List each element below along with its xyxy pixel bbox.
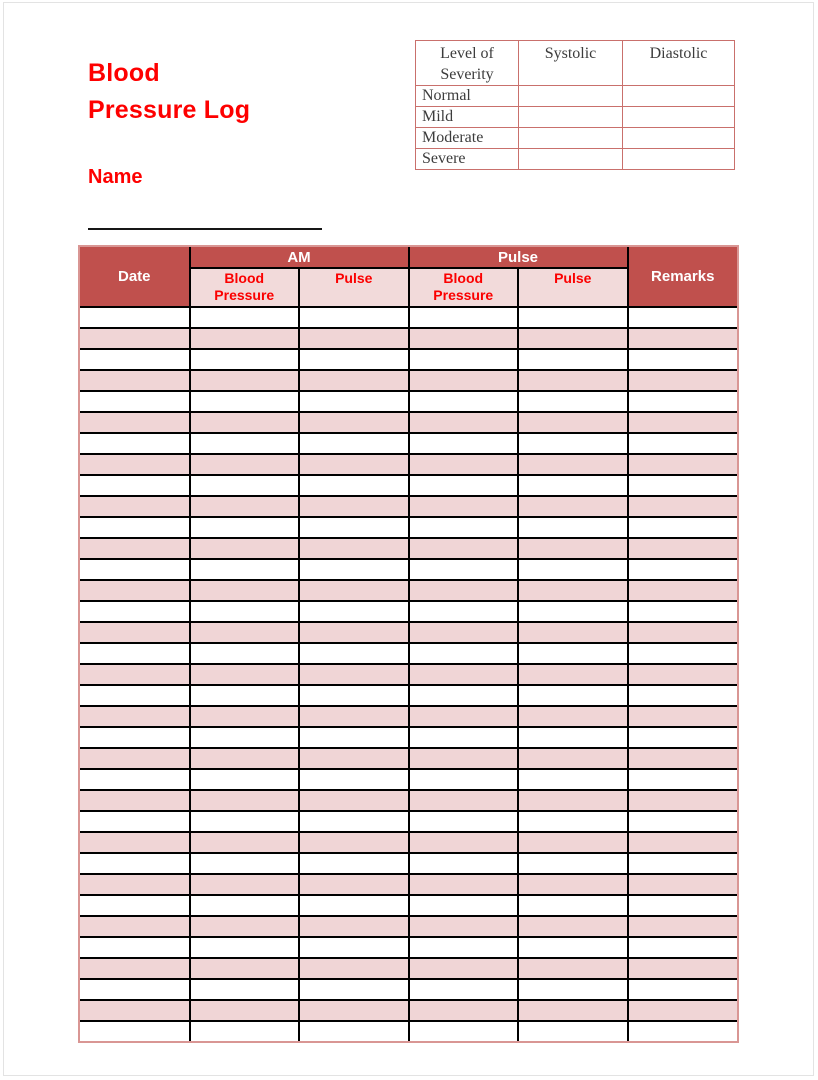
log-cell [409, 433, 519, 454]
log-row [80, 706, 737, 727]
log-cell [628, 622, 738, 643]
log-cell [190, 706, 300, 727]
log-cell [190, 391, 300, 412]
log-cell [628, 643, 738, 664]
log-cell [190, 307, 300, 328]
log-cell [409, 958, 519, 979]
log-cell [80, 979, 190, 1000]
log-cell [628, 706, 738, 727]
log-cell [80, 475, 190, 496]
severity-diastolic-cell [623, 128, 735, 149]
log-cell [299, 349, 409, 370]
log-cell [628, 790, 738, 811]
log-cell [299, 979, 409, 1000]
log-table [80, 247, 737, 1041]
log-cell [299, 622, 409, 643]
log-cell [80, 601, 190, 622]
log-cell [518, 1000, 628, 1021]
name-fill-line [88, 210, 322, 230]
log-cell [409, 454, 519, 475]
log-cell [190, 580, 300, 601]
severity-row-mild [416, 107, 735, 128]
log-cell [409, 790, 519, 811]
log-cell [518, 979, 628, 1000]
page-title-line1: Blood [88, 59, 160, 87]
log-cell [80, 580, 190, 601]
log-cell [409, 328, 519, 349]
log-subheader-pm-pulse [518, 268, 628, 307]
log-cell [80, 937, 190, 958]
log-cell [409, 832, 519, 853]
log-cell [409, 811, 519, 832]
log-row [80, 349, 737, 370]
log-cell [409, 349, 519, 370]
log-row [80, 832, 737, 853]
log-cell [518, 769, 628, 790]
log-cell [409, 748, 519, 769]
log-cell [628, 349, 738, 370]
log-cell [409, 580, 519, 601]
log-cell [299, 832, 409, 853]
log-cell [518, 454, 628, 475]
log-cell [80, 1021, 190, 1041]
log-cell [80, 370, 190, 391]
log-cell [80, 958, 190, 979]
log-cell [409, 1021, 519, 1041]
severity-level-cell: Normal [416, 86, 519, 107]
log-cell [80, 349, 190, 370]
log-cell [409, 496, 519, 517]
log-subheader-am-bp-label: Blood Pressure [214, 270, 275, 303]
log-cell [299, 895, 409, 916]
severity-header-row [416, 41, 735, 86]
log-cell [80, 1000, 190, 1021]
log-row [80, 622, 737, 643]
log-cell [190, 412, 300, 433]
log-row [80, 1021, 737, 1041]
log-cell [190, 370, 300, 391]
log-cell [299, 580, 409, 601]
log-cell [190, 832, 300, 853]
log-cell [299, 727, 409, 748]
log-cell [299, 811, 409, 832]
log-row [80, 433, 737, 454]
severity-header-systolic: Systolic [519, 41, 623, 86]
severity-systolic-cell [519, 149, 623, 170]
log-row [80, 958, 737, 979]
log-cell [299, 538, 409, 559]
log-table-wrapper [78, 245, 739, 1043]
log-cell [299, 601, 409, 622]
log-row [80, 580, 737, 601]
log-header-date: Date [80, 247, 190, 307]
log-row [80, 412, 737, 433]
log-cell [190, 643, 300, 664]
log-row [80, 874, 737, 895]
log-subheader-am-pulse [299, 268, 409, 307]
log-row [80, 517, 737, 538]
log-subheader-am-pulse-label: Pulse [335, 270, 373, 286]
log-row [80, 307, 737, 328]
log-cell [409, 475, 519, 496]
log-cell [518, 895, 628, 916]
log-cell [299, 643, 409, 664]
log-cell [190, 979, 300, 1000]
log-cell [299, 370, 409, 391]
log-cell [80, 454, 190, 475]
log-cell [409, 685, 519, 706]
log-cell [80, 538, 190, 559]
log-cell [518, 832, 628, 853]
log-cell [190, 769, 300, 790]
log-cell [299, 664, 409, 685]
log-cell [518, 391, 628, 412]
log-cell [628, 559, 738, 580]
log-row [80, 370, 737, 391]
severity-level-cell: Severe [416, 149, 519, 170]
log-row [80, 895, 737, 916]
log-cell [80, 748, 190, 769]
log-cell [299, 328, 409, 349]
log-cell [628, 433, 738, 454]
log-cell [80, 412, 190, 433]
log-cell [190, 790, 300, 811]
log-cell [190, 454, 300, 475]
log-cell [518, 664, 628, 685]
log-cell [628, 475, 738, 496]
log-cell [80, 790, 190, 811]
log-cell [518, 1021, 628, 1041]
log-cell [628, 454, 738, 475]
log-cell [628, 685, 738, 706]
log-cell [190, 622, 300, 643]
log-cell [190, 538, 300, 559]
log-header-group-row [80, 247, 737, 268]
log-cell [409, 853, 519, 874]
log-row [80, 643, 737, 664]
log-cell [409, 664, 519, 685]
log-cell [628, 496, 738, 517]
log-cell [299, 916, 409, 937]
log-header-remarks: Remarks [628, 247, 738, 307]
log-cell [80, 706, 190, 727]
log-row [80, 1000, 737, 1021]
log-cell [190, 937, 300, 958]
log-cell [628, 328, 738, 349]
log-cell [190, 853, 300, 874]
log-cell [190, 475, 300, 496]
log-cell [80, 895, 190, 916]
name-label: Name [88, 166, 143, 188]
log-cell [80, 685, 190, 706]
log-cell [518, 328, 628, 349]
page-title-line2: Pressure Log [88, 96, 251, 124]
log-cell [299, 391, 409, 412]
log-cell [628, 517, 738, 538]
log-cell [299, 454, 409, 475]
log-cell [80, 811, 190, 832]
log-row [80, 454, 737, 475]
log-cell [299, 307, 409, 328]
log-cell [628, 727, 738, 748]
severity-diastolic-cell [623, 86, 735, 107]
log-row [80, 601, 737, 622]
log-cell [299, 1000, 409, 1021]
log-cell [190, 328, 300, 349]
log-cell [409, 916, 519, 937]
log-cell [190, 895, 300, 916]
log-cell [299, 958, 409, 979]
log-cell [190, 433, 300, 454]
log-cell [190, 601, 300, 622]
log-table-body [80, 307, 737, 1041]
log-row [80, 853, 737, 874]
log-cell [628, 874, 738, 895]
log-cell [80, 307, 190, 328]
log-row [80, 790, 737, 811]
log-cell [518, 853, 628, 874]
log-cell [190, 559, 300, 580]
log-cell [299, 874, 409, 895]
log-cell [518, 349, 628, 370]
log-cell [628, 538, 738, 559]
log-cell [628, 601, 738, 622]
log-cell [299, 790, 409, 811]
log-row [80, 979, 737, 1000]
log-cell [299, 517, 409, 538]
log-header-group-am: AM [190, 247, 409, 268]
severity-systolic-cell [519, 86, 623, 107]
log-cell [299, 937, 409, 958]
log-cell [518, 412, 628, 433]
log-cell [80, 559, 190, 580]
log-cell [518, 538, 628, 559]
log-subheader-am-bp [190, 268, 300, 307]
log-cell [409, 979, 519, 1000]
severity-systolic-cell [519, 107, 623, 128]
log-cell [628, 937, 738, 958]
log-cell [628, 664, 738, 685]
log-cell [518, 517, 628, 538]
log-cell [80, 727, 190, 748]
log-cell [299, 475, 409, 496]
log-cell [628, 853, 738, 874]
log-cell [80, 328, 190, 349]
log-cell [80, 643, 190, 664]
log-row [80, 664, 737, 685]
log-cell [628, 370, 738, 391]
log-cell [518, 706, 628, 727]
severity-row-moderate [416, 128, 735, 149]
log-cell [190, 349, 300, 370]
log-cell [518, 916, 628, 937]
log-subheader-pm-pulse-label: Pulse [554, 270, 592, 286]
log-cell [190, 727, 300, 748]
log-cell [518, 727, 628, 748]
log-cell [628, 958, 738, 979]
log-cell [409, 517, 519, 538]
log-cell [409, 370, 519, 391]
log-cell [518, 580, 628, 601]
log-row [80, 391, 737, 412]
severity-level-cell: Mild [416, 107, 519, 128]
log-row [80, 727, 737, 748]
log-row [80, 496, 737, 517]
severity-row-normal [416, 86, 735, 107]
severity-header-diastolic: Diastolic [623, 41, 735, 86]
log-cell [190, 1021, 300, 1041]
log-cell [628, 1000, 738, 1021]
log-row [80, 748, 737, 769]
log-cell [518, 433, 628, 454]
log-cell [299, 559, 409, 580]
log-cell [299, 412, 409, 433]
log-cell [80, 622, 190, 643]
severity-systolic-cell [519, 128, 623, 149]
log-cell [518, 643, 628, 664]
log-cell [628, 580, 738, 601]
log-cell [628, 811, 738, 832]
log-cell [518, 811, 628, 832]
log-cell [518, 790, 628, 811]
log-cell [190, 1000, 300, 1021]
log-subheader-pm-bp [409, 268, 519, 307]
log-cell [518, 559, 628, 580]
severity-row-severe [416, 149, 735, 170]
log-row [80, 811, 737, 832]
log-cell [80, 517, 190, 538]
log-cell [628, 916, 738, 937]
log-cell [80, 496, 190, 517]
log-cell [628, 307, 738, 328]
log-cell [190, 664, 300, 685]
log-cell [628, 979, 738, 1000]
severity-level-cell: Moderate [416, 128, 519, 149]
log-cell [628, 832, 738, 853]
log-cell [409, 622, 519, 643]
log-cell [628, 769, 738, 790]
log-cell [190, 496, 300, 517]
log-cell [299, 769, 409, 790]
log-cell [299, 433, 409, 454]
log-cell [299, 853, 409, 874]
log-row [80, 328, 737, 349]
log-cell [299, 1021, 409, 1041]
log-cell [409, 559, 519, 580]
log-cell [409, 895, 519, 916]
log-cell [409, 391, 519, 412]
log-cell [628, 412, 738, 433]
log-row [80, 685, 737, 706]
log-cell [80, 769, 190, 790]
log-cell [299, 685, 409, 706]
log-cell [518, 748, 628, 769]
log-cell [80, 874, 190, 895]
page-title [88, 55, 250, 129]
log-subheader-pm-bp-label: Blood Pressure [433, 270, 494, 303]
log-cell [409, 412, 519, 433]
log-cell [80, 832, 190, 853]
log-cell [80, 853, 190, 874]
log-cell [518, 475, 628, 496]
log-cell [628, 391, 738, 412]
log-row [80, 937, 737, 958]
log-cell [628, 895, 738, 916]
log-cell [299, 748, 409, 769]
log-cell [518, 370, 628, 391]
severity-table [415, 40, 735, 170]
log-cell [190, 874, 300, 895]
severity-diastolic-cell [623, 149, 735, 170]
log-cell [190, 685, 300, 706]
log-cell [518, 685, 628, 706]
log-cell [190, 748, 300, 769]
log-cell [190, 517, 300, 538]
log-cell [80, 391, 190, 412]
log-row [80, 769, 737, 790]
log-cell [190, 916, 300, 937]
log-cell [518, 622, 628, 643]
log-cell [409, 601, 519, 622]
log-cell [409, 538, 519, 559]
log-row [80, 538, 737, 559]
log-cell [628, 1021, 738, 1041]
log-cell [518, 958, 628, 979]
log-cell [190, 811, 300, 832]
log-row [80, 559, 737, 580]
log-cell [518, 874, 628, 895]
log-cell [628, 748, 738, 769]
severity-header-level: Level of Severity [416, 41, 519, 86]
log-cell [80, 664, 190, 685]
log-cell [409, 769, 519, 790]
log-cell [190, 958, 300, 979]
severity-diastolic-cell [623, 107, 735, 128]
log-cell [409, 307, 519, 328]
log-cell [80, 916, 190, 937]
log-cell [518, 937, 628, 958]
log-cell [409, 643, 519, 664]
log-cell [518, 601, 628, 622]
log-cell [409, 727, 519, 748]
log-cell [518, 496, 628, 517]
log-cell [409, 1000, 519, 1021]
log-cell [299, 706, 409, 727]
log-cell [518, 307, 628, 328]
log-cell [80, 433, 190, 454]
log-header-group-pulse: Pulse [409, 247, 628, 268]
log-cell [409, 874, 519, 895]
log-row [80, 916, 737, 937]
log-cell [299, 496, 409, 517]
log-cell [409, 937, 519, 958]
log-row [80, 475, 737, 496]
log-cell [409, 706, 519, 727]
